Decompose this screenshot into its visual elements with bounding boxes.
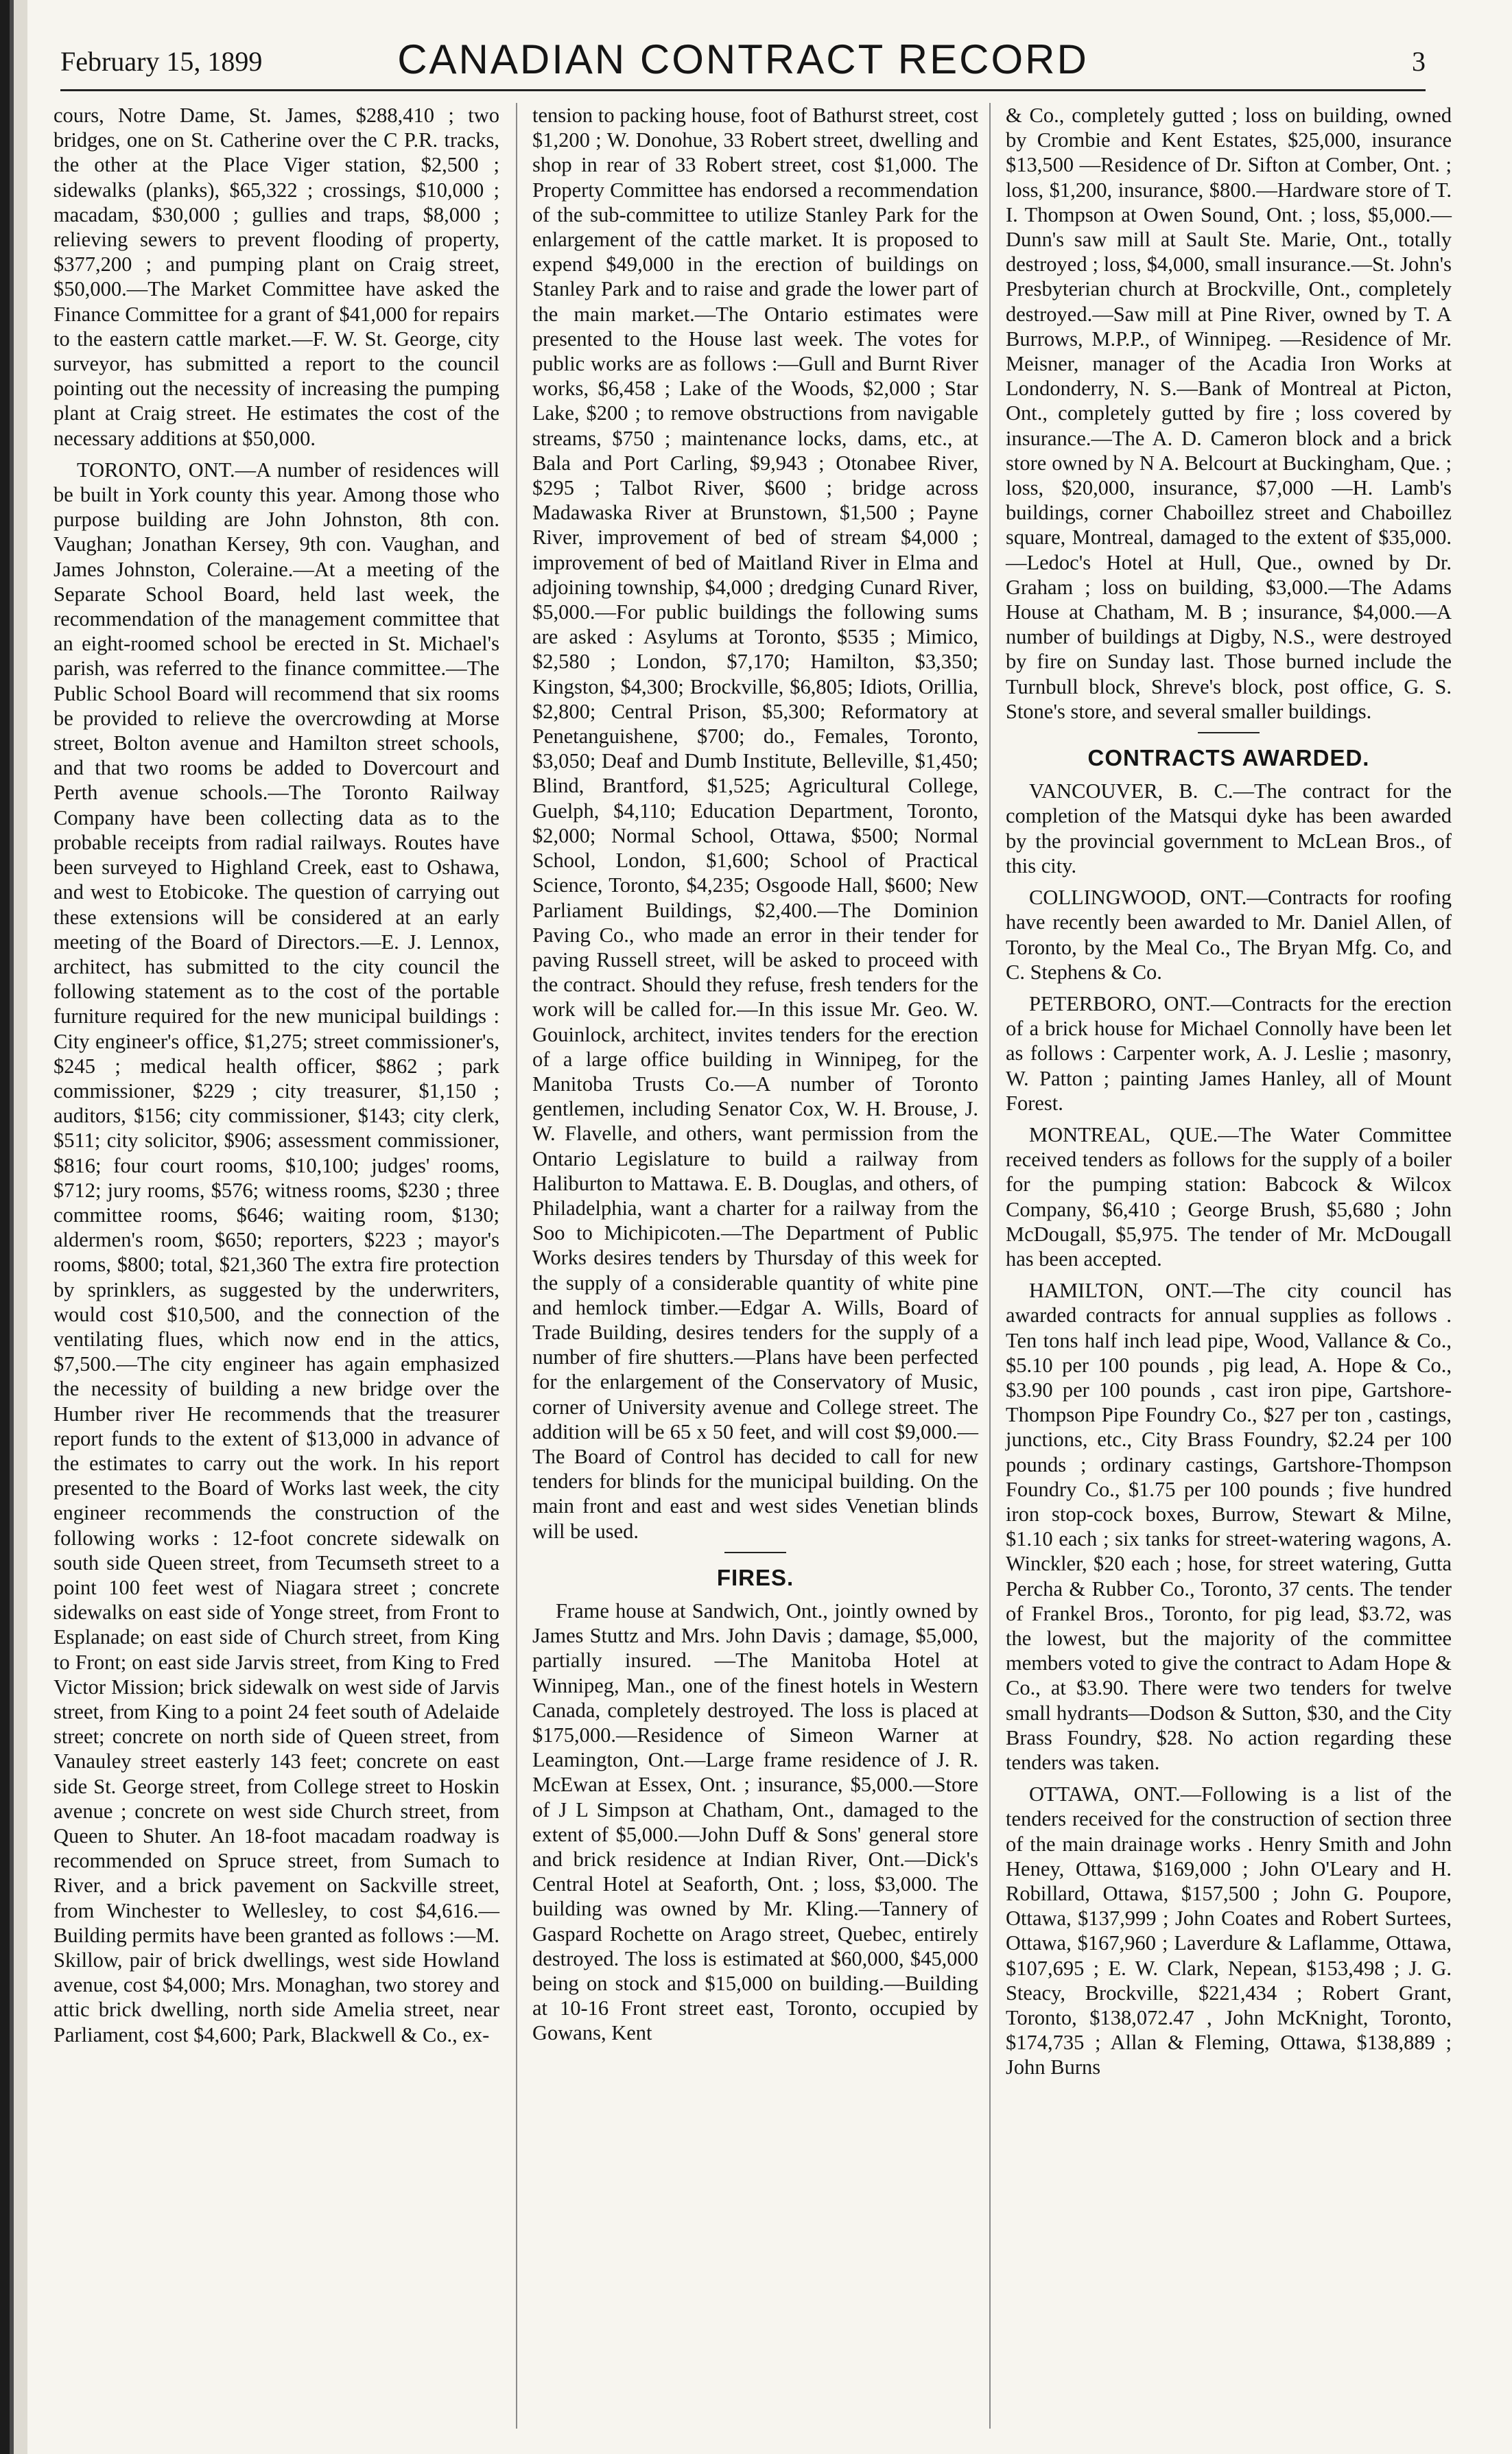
column-middle [532,103,978,2053]
contract-peterboro: PETERBORO, ONT.—Contracts for the erection of a brick house for Michael Connolly have been let as follows : Carpenter work, A. J. Leslie ; masonry, W. Patton ; painting James Hanley, all of Mount Forest. [1006,991,1452,1115]
section-separator [724,1552,786,1553]
fires-heading: FIRES. [716,1564,794,1590]
contract-ottawa: OTTAWA, ONT.—Following is a list of the tenders received for the construction of section three of the main drainage works . Henry Smith and John Heney, Ottawa, $169,000 ; John O'Leary and H. Robillard, Ottawa, $157,500 ; John G. Poupore, Ottawa, $137,999 ; John Coates and Robert Surtees, Ottawa, $167,960 ; Laverdure & Laflamme, Ottawa, $107,695 ; E. W. Clark, Nepean, $153,498 ; J. G. Steacy, Brockville, $221,434 ; Robert Grant, Toronto, $138,072.47 , John McKnight, Toronto, $174,735 ; Allan & Fleming, Ottawa, $138,889 ; John Burns [1006,1782,1452,2079]
page-header [60,30,1426,91]
contract-collingwood: COLLINGWOOD, ONT.—Contracts for roofing have recently been awarded to Mr. Daniel Allen, of Toronto, by the Meal Co., The Bryan Mfg. Co, and C. Stephens & Co. [1006,886,1452,984]
publication-title: CANADIAN CONTRACT RECORD [397,36,1089,82]
fires-report: Frame house at Sandwich, Ont., jointly owned by James Stuttz and Mrs. John Davis ; damage, $5,000, partially insured. —The Manitoba Hotel at Winnipeg, Man., one of the finest hotels in Western Canada, completely destroyed. The loss is placed at $175,000.—Residence of Simeon Warner at Leamington, Ont.—Large frame residence of J. R. McEwan at Essex, Ont. ; insurance, $5,000.—Store of J L Simpson at Chatham, Ont., damaged to the extent of $5,000.—John Duff & Sons' general store and brick residence at Indian River, Ont.—Dick's Central Hotel at Seaforth, Ont. ; loss, $3,000. The building was owned by Mr. Kling.—Tannery of Gaspard Rochette on Arago street, Quebec, entirely destroyed. The loss is estimated at $60,000, $45,000 being on stock and $15,000 on building.—Building at 10-16 Front street east, Toronto, occupied by Gowans, Kent [532,1598,978,2045]
contracts-awarded-heading: CONTRACTS AWARDED. [1087,745,1370,771]
page-binding-edge [0,0,27,2454]
montreal-estimates-continued: cours, Notre Dame, St. James, $288,410 ; two bridges, one on St. Catherine over the C P.R. tracks, the other at the Place Viger station, $2,500 ; sidewalks (planks), $65,322 ; crossings, $10,000 ; macadam, $30,000 ; gullies and traps, $8,000 ; relieving sewers to prevent flooding of property, $377,200 ; and pumping plant on Craig street, $50,000.—The Market Committee have asked the Finance Committee for a grant of $41,000 for repairs to the eastern cattle market.—F. W. St. George, city surveyor, has submitted a report to the council pointing out the necessity of increasing the pumping plant at Craig street. He estimates the cost of the necessary additions at $50,000. [54,104,499,450]
contract-vancouver: VANCOUVER, B. C.—The contract for the completion of the Matsqui dyke has been awarded by the provincial government to McLean Bros., of this city. [1006,779,1452,877]
column-left [54,103,499,2054]
toronto-news-continued: tension to packing house, foot of Bathurst street, cost $1,200 ; W. Donohue, 33 Robert street, dwelling and shop in rear of 33 Robert street, cost $1,000. The Property Committee has endorsed a recommendation of the sub-committee to utilize Stanley Park for the enlargement of the cattle market. It is proposed to expend $49,000 in the erection of buildings on Stanley Park and to raise and grade the lower part of the main market.—The Ontario estimates were presented to the House last week. The votes for public works are as follows :—Gull and Burnt River works, $6,458 ; Lake of the Woods, $2,000 ; Star Lake, $200 ; to remove obstructions from navigable streams, $750 ; maintenance locks, dams, etc., at Bala and Port Carling, $9,943 ; Otonabee River, $295 ; Talbot River, $600 ; bridge across Madawaska River at Brunstown, $1,500 ; Payne River, improvement of bed of stream $4,000 ; improvement of bed of Maitland River in Elma and adjoining township, $4,000 ; dredging Cunard River, $5,000.—For public buildings the following sums are asked : Asylums at Toronto, $535 ; Mimico, $2,580 ; London, $7,170; Hamilton, $3,350; Kingston, $4,300; Brockville, $6,805; Idiots, Orillia, $2,800; Central Prison, $5,300; Reformatory at Penetanguishene, $700; do., Females, Toronto, $3,050; Deaf and Dumb Institute, Belleville, $1,450; Blind, Brantford, $1,525; Agricultural College, Guelph, $4,110; Education Department, Toronto, $2,000; Normal School, Ottawa, $500; Normal School, London, $1,600; School of Practical Science, Toronto, $4,235; Osgoode Hall, $600; New Parliament Buildings, $2,400.—The Dominion Paving Co., who made an error in their tender for paving Russell street, will be asked to proceed with the contract. Should they refuse, fresh tenders for the work will be called for.—In this issue Mr. Geo. W. Gouinlock, architect, invites tenders for the erection of a large office building in Winnipeg, for the Manitoba Trusts Co.—A number of Toronto gentlemen, including Senator Cox, W. H. Brouse, J. W. Flavelle, and others, want permission from the Ontario Legislature to build a railway from Haliburton to Mattawa. E. B. Douglas, and others, of Philadelphia, want a charter for a railway from the Soo to Michipicoten.—The Department of Public Works desires tenders by Thursday of this week for the supply of a considerable quantity of white pine and hemlock timber.—Edgar A. Wills, Board of Trade Building, desires tenders for the supply of a number of fire shutters.—Plans have been perfected for the enlargement of the Conservatory of Music, corner of University avenue and College street. The addition will be 65 x 50 feet, and will cost $9,000.—The Board of Control has decided to call for new tenders for blinds for the municipal building. On the main front and east and west sides Venetian blinds will be used. [532,104,978,1543]
column-rule-left [516,103,517,2429]
column-right [1006,103,1452,2087]
header-date: February 15, 1899 [60,46,263,77]
toronto-news: TORONTO, ONT.—A number of residences will be built in York county this year. Among those who purpose building are John Johnston, 8th con. Vaughan; Jonathan Kersey, 9th con. Vaughan, and James Johnston, Coleraine.—At a meeting of the Separate School Board, held last week, the recommendation of the management committee that an eight-roomed school be erected in St. Michael's parish, was referred to the finance committee.—The Public School Board will recommend that six rooms be provided to relieve the overcrowding at Morse street, Bolton avenue and Hamilton street schools, and that two rooms be added to Dovercourt and Perth avenue schools.—The Toronto Railway Company have been collecting data as to the probable receipts from radial railways. Routes have been surveyed to Highland Creek, east to Oshawa, and west to Etobicoke. The question of carrying out these extensions will be considered at an early meeting of the Board of Directors.—E. J. Lennox, architect, has submitted to the city council the following statement as to the cost of the portable furniture required for the new municipal buildings : City engineer's office, $1,275; street commissioner's, $245 ; medical health officer, $862 ; park commissioner, $229 ; city treasurer, $1,150 ; auditors, $156; city commissioner, $143; city clerk, $511; city solicitor, $906; assessment commissioner, $816; four court rooms, $10,100; judges' rooms, $712; jury rooms, $576; witness rooms, $230 ; three committee rooms, $646; waiting room, $130; aldermen's room, $650; reporters, $223 ; mayor's rooms, $800; total, $21,360 The extra fire protection by sprinklers, as suggested by the underwriters, would cost $10,500, and the connection of the ventilating flues, which now end in the attics, $7,500.—The city engineer has again emphasized the necessity of building a new bridge over the Humber river He recommends that the treasurer report funds to the extent of $13,000 in advance of the estimates to carry out the work. In his report presented to the Board of Works last week, the city engineer recommends the construction of the following works : 12-foot concrete sidewalk on south side Queen street, from Tecumseth street to a point 100 feet west of Niagara street ; concrete sidewalks on east side of Yonge street, from Front to Esplanade; on east side of Church street, from King to Front; on east side Jarvis street, from King to Fred Victor Mission; brick sidewalk on west side of Jarvis street, from King to a point 24 feet south of Adelaide street; concrete on north side of Queen street, from Vanauley street easterly 143 feet; concrete on east side St. George street, from College street to Hoskin avenue ; concrete on west side Church street, from Queen to Shuter. An 18-foot macadam roadway is recommended on Spruce street, from Sumach to River, and a brick pavement on Sackville street, from Winchester to Wellesley, to cost $4,616.—Building permits have been granted as follows :—M. Skillow, pair of brick dwellings, west side Howland avenue, cost $4,000; Mrs. Monaghan, two storey and attic brick dwelling, north side Amelia street, near Parliament, cost $4,600; Park, Blackwell & Co., ex- [54,458,499,2046]
fires-report-continued: & Co., completely gutted ; loss on building, owned by Crombie and Kent Estates, $25,000, insurance $13,500 —Residence of Dr. Sifton at Comber, Ont. ; loss, $1,200, insurance, $800.—Hardware store of T. I. Thompson at Owen Sound, Ont. ; loss, $5,000.—Dunn's saw mill at Sault Ste. Marie, Ont., totally destroyed ; loss, $4,000, small insurance.—St. John's Presbyterian church at Brockville, Ont., completely destroyed.—Saw mill at Pine River, owned by T. A Burrows, M.P.P., of Winnipeg. —Residence of Mr. Meisner, manager of the Acadia Iron Works at Londonderry, N. S.—Bank of Montreal at Picton, Ont., completely gutted by fire ; loss covered by insurance.—The A. D. Cameron block and a brick store owned by N A. Belcourt at Buckingham, Que. ; loss, $20,000, insurance, $7,000 —H. Lamb's buildings, corner Chaboillez street and Chaboillez square, Montreal, damaged to the extent of $35,000.—Ledoc's Hotel at Hull, Que., owned by Dr. Graham ; loss on building, $3,000.—The Adams House at Chatham, M. B ; insurance, $4,000.—A number of buildings at Digby, N.S., were destroyed by fire on Sunday last. Those burned include the Turnbull block, Shreve's block, post office, G. S. Stone's store, and several smaller buildings. [1006,104,1452,723]
section-separator [1198,732,1260,733]
contract-montreal: MONTREAL, QUE.—The Water Committee received tenders as follows for the supply of a boiler for the pumping station: Babcock & Wilcox Company, $6,410 ; George Brush, $5,680 ; John McDougall, $5,975. The tender of Mr. McDougall has been accepted. [1006,1122,1452,1271]
column-rule-right [989,103,991,2429]
page-number: 3 [1412,46,1426,77]
contract-hamilton: HAMILTON, ONT.—The city council has awarded contracts for annual supplies as follows . Ten tons half inch lead pipe, Wood, Vallance & Co., $5.10 per 100 pounds , pig lead, A. Hope & Co., $3.90 per 100 pounds , cast iron pipe, Gartshore-Thompson Pipe Foundry Co., $27 per ton , castings, junctions, etc., City Brass Foundry, $2.24 per 100 pounds ; ordinary castings, Gartshore-Thompson Foundry Co., $1.75 per 100 pounds ; five hundred iron stop-cock boxes, Burrow, Stewart & Milne, $1.10 each ; six tanks for street-watering wagons, A. Winckler, $20 each ; hose, for street watering, Gutta Percha & Rubber Co., Toronto, 37 cents. The tender of Frankel Bros., Toronto, for pig lead, $3.72, was the lowest, but the majority of the committee members voted to give the contract to Adam Hope & Co., at $3.90. There were two tenders for twelve small hydrants—Dodson & Sutton, $30, and the City Brass Foundry, $28. No action regarding these tenders was taken. [1006,1279,1452,1774]
